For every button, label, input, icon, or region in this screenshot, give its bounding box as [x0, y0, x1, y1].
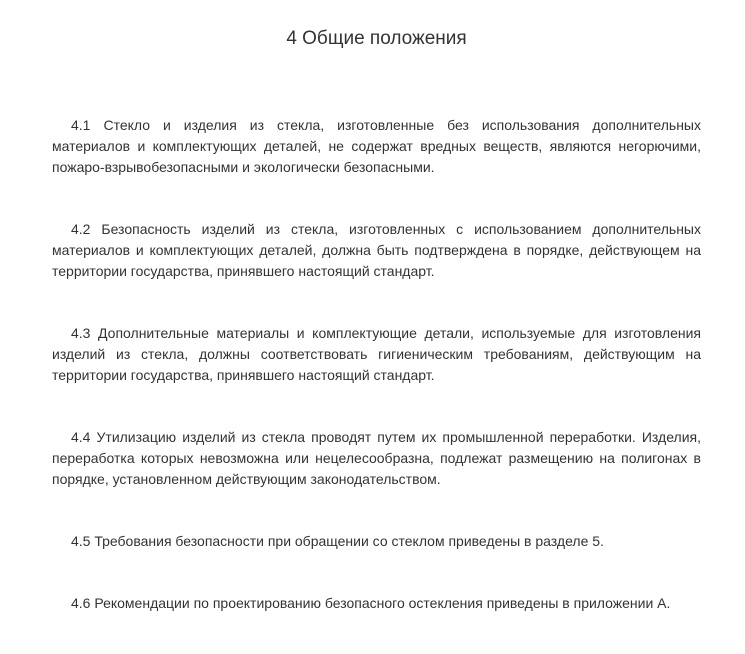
- clause-4-4: 4.4 Утилизацию изделий из стекла проводят путем их промышленной переработки. Изделия, переработка которых невозможна или нецелесообразна, подлежат размещению на полигонах в порядке, установленном действующим законодательством.: [52, 429, 701, 487]
- clause-4-1: 4.1 Стекло и изделия из стекла, изготовленные без использования дополнительных материалов и комплектующих деталей, не содержат вредных веществ, являются негорючими, пожаро-взрывобезопасными и экологически безопасными.: [52, 117, 701, 175]
- clause-4-2: 4.2 Безопасность изделий из стекла, изготовленных с использованием дополнительных материалов и комплектующих деталей, должна быть подтверждена в порядке, действующем на территории государства, принявшего настоящий стандарт.: [52, 221, 701, 279]
- clause-list: [52, 115, 701, 614]
- clause-4-5: 4.5 Требования безопасности при обращении со стеклом приведены в разделе 5.: [71, 533, 604, 549]
- section-title: 4 Общие положения: [286, 28, 467, 49]
- clause-4-3: 4.3 Дополнительные материалы и комплектующие детали, используемые для изготовления изделий из стекла, должны соответствовать гигиеническим требованиям, действующим на территории государства, принявшего настоящий стандарт.: [52, 325, 701, 383]
- clause-4-6: 4.6 Рекомендации по проектированию безопасного остекления приведены в приложении А.: [71, 595, 671, 611]
